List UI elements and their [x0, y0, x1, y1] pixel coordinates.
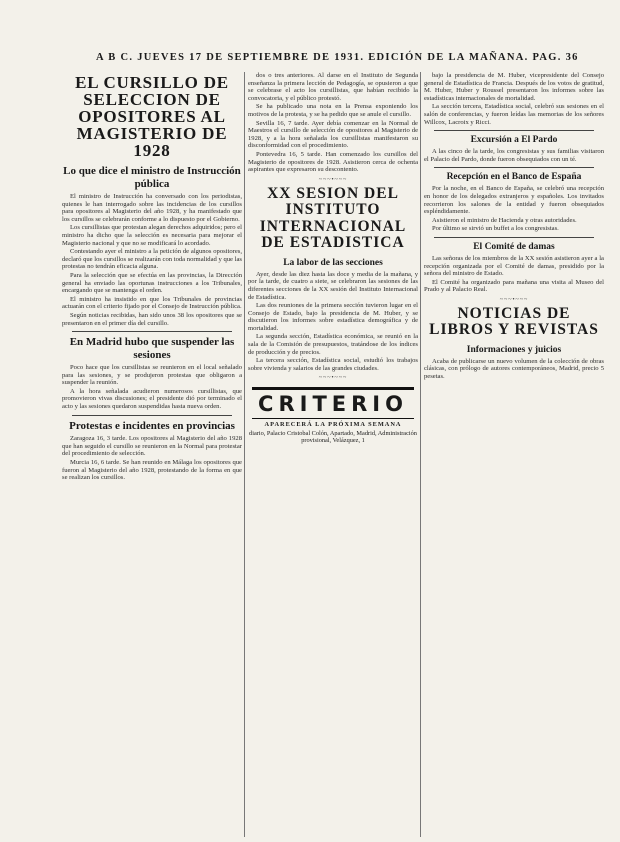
section-rule — [434, 237, 594, 238]
section-rule — [72, 415, 232, 416]
paragraph: Las señoras de los miembros de la XX sesión asistieron ayer a la recepción organizada por el Comité de damas, presidido por la señora del ministro de Estado. — [424, 254, 604, 278]
paragraph: Asistieron el ministro de Hacienda y otras autoridades. — [432, 216, 577, 224]
ornament-divider: ~~~•~~~ — [499, 296, 529, 303]
criterio-announcement: APARECERÁ LA PRÓXIMA SEMANA — [264, 421, 402, 429]
headline-libros: NOTICIAS DE LIBROS Y REVISTAS — [429, 304, 599, 339]
paragraph: dos o tres anteriores. Al darse en el Instituto de Segunda enseñanza la primera lección de Pedagogía, se opusieron a que se celebrase el acto los cursillistas, que habían recibido la convocatoria, y el público protestó. — [248, 72, 418, 102]
paragraph: Zaragoza 16, 3 tarde. Los opositores al Magisterio del año 1928 que han seguido el cursillo se reunieron en la Normal para protestar del procedimiento de selección. — [62, 435, 242, 458]
paragraph: Sevilla 16, 7 tarde. Ayer debía comenzar en la Normal de Maestros el cursillo de selección de opositores al Magisterio de 1928, y a la hora señalada los cursillistas manifestaron su disconformidad con el procedimiento. — [248, 119, 418, 150]
paragraph: Las dos reuniones de la primera sección tuvieron lugar en el Consejo de Estado, bajo la presidencia de M. Huber, y se discutieron los informes sobre estadística demográfica y de mortalidad. — [248, 302, 418, 332]
section-rule — [72, 331, 232, 332]
column-1 — [62, 72, 242, 842]
paragraph: La tercera sección, Estadística social, estudió los trabajos sobre vivienda y salarios de las grandes ciudades. — [248, 357, 418, 372]
paragraph: Según noticias recibidas, han sido unos 38 los opositores que se presentaron en el primer día del cursillo. — [62, 311, 242, 327]
paragraph: Por la noche, en el Banco de España, se celebró una recepción en honor de los delegados extranjeros y españoles. Los invitados recorrieron los salones de la entidad y fueron obsequiados espléndidamente. — [424, 185, 604, 216]
paragraph: A las cinco de la tarde, los congresistas y sus familias visitaron el Palacio del Pardo, donde fueron obsequiados con un té. — [424, 148, 604, 163]
subhead-informaciones: Informaciones y juicios — [466, 344, 562, 355]
paragraph: Para la selección que se efectúa en las provincias, la Dirección general ha enviado las oportunas instrucciones a los Tribunales, encargando que se mantenga el orden. — [62, 271, 242, 295]
section-rule — [434, 130, 594, 131]
subhead-ministro: Lo que dice el ministro de Instrucción pública — [63, 165, 241, 190]
column-divider — [420, 72, 421, 837]
paragraph: Poco hace que los cursillistas se reunieron en el local señalado para las sesiones, y se produjeron protestas que obligaron a suspender la reunión. — [62, 364, 242, 387]
criterio-title: CRITERIO — [258, 392, 408, 417]
criterio-description: diario, Palacio Cristobal Colón, Apartado, Madrid, Administración provisional, Velázquez, 1 — [249, 429, 417, 445]
paragraph: Murcia 16, 6 tarde. Se han reunido en Málaga los opositores que fueron al Magisterio del año 1928, protestando de la forma en que se realizan los cursillos. — [62, 458, 242, 482]
paragraph: bajo la presidencia de M. Huber, vicepresidente del Consejo general de Estadística de Francia. Después de los votos de gratitud, M. Huber, Huber y Roussel presentaron los informes sobre las estadísticas internacionales de mortalidad. — [424, 72, 604, 102]
column-2 — [248, 72, 418, 842]
paragraph: Acaba de publicarse un nuevo volumen de la colección de obras clásicas, con prólogo de autores contemporáneos, Madrid, precio 5 pesetas. — [424, 357, 604, 381]
paragraph: Se ha publicado una nota en la Prensa exponiendo los motivos de la protesta, y se ha pedido que se anule el cursillo. — [248, 103, 418, 118]
paragraph: La segunda sección, Estadística económica, se reunió en la sala de la Comisión de presupuestos, tratándose de los índices de producción y de precios. — [248, 333, 418, 356]
paragraph: El ministro de Instrucción ha conversado con los periodistas, quienes le han interrogado sobre las incidencias de los cursillos para opositores al Magisterio del año 1928, y ha manifestado que los cursillos se celebrarán conforme a lo dispuesto por el Gobierno. — [62, 193, 242, 223]
column-divider — [244, 72, 245, 837]
subhead-protestas: Protestas e incidentes en provincias — [69, 419, 235, 432]
paragraph: Pontevedra 16, 5 tarde. Han comenzado los cursillos del Magisterio de opositores de 1928. Asistieron cerca de ochenta aspirantes que expresaron su descontento. — [248, 150, 418, 174]
paragraph: Ayer, desde las diez hasta las doce y media de la mañana, y por la tarde, de cuatro a siete, se celebraron las sesiones de las diferentes secciones de la XX sesión del Instituto Internacional de Estadística. — [248, 270, 418, 301]
column-3 — [424, 72, 604, 842]
paragraph: Por último se sirvió un buffet a los congresistas. — [432, 225, 559, 233]
paragraph: El Comité ha organizado para mañana una visita al Museo del Prado y al Palacio Real. — [424, 278, 604, 294]
headline-cursillo: EL CURSILLO DE SELECCION DE OPOSITORES AL MAGISTERIO DE 1928 — [75, 73, 229, 160]
ornament-divider: ~~~•~~~ — [318, 375, 348, 382]
paragraph: Contestando ayer el ministro a la petición de algunos opositores, declaró que los cursillos se realizarán con toda normalidad y que las protestas no tendrán eficacia alguna. — [62, 248, 242, 271]
criterio-ad — [252, 387, 414, 419]
section-rule — [434, 167, 594, 168]
paragraph: El ministro ha insistido en que los Tribunales de provincias actuarán con el criterio fijado por el Consejo de Instrucción pública. — [62, 295, 242, 311]
subhead-madrid: En Madrid hubo que suspender las sesiones — [69, 336, 235, 361]
subhead-damas: El Comité de damas — [473, 241, 555, 252]
paragraph: Los cursillistas que protestan alegan derechos adquiridos; pero el ministro ha dicho que la selección es necesaria para mejorar el Magisterio nacional y que no se modificará lo acordado. — [62, 224, 242, 247]
ornament-divider: ~~~•~~~ — [318, 176, 348, 183]
subhead-excursion: Excursión a El Pardo — [470, 135, 558, 146]
paragraph: A la hora señalada acudieron numerosos cursillistas, que promovieron vivas discusiones; el presidente dió por terminado el acto y las sesiones quedaron suspendidas hasta nueva orden. — [62, 387, 242, 411]
paragraph: La sección tercera, Estadística social, celebró sus sesiones en el salón de conferencias, y fueron leídas las memorias de los señores Willcox, Lacroix y Ricci. — [424, 103, 604, 126]
subhead-recepcion: Recepción en el Banco de España — [446, 172, 582, 183]
headline-estadistica: XX SESION DEL INSTITUTO INTERNACIONAL DE ESTADISTICA — [259, 184, 407, 252]
page-header: A B C. JUEVES 17 DE SEPTIEMBRE DE 1931. EDICIÓN DE LA MAÑANA. PAG. 36 — [96, 52, 579, 63]
subhead-labor: La labor de las secciones — [283, 257, 383, 268]
